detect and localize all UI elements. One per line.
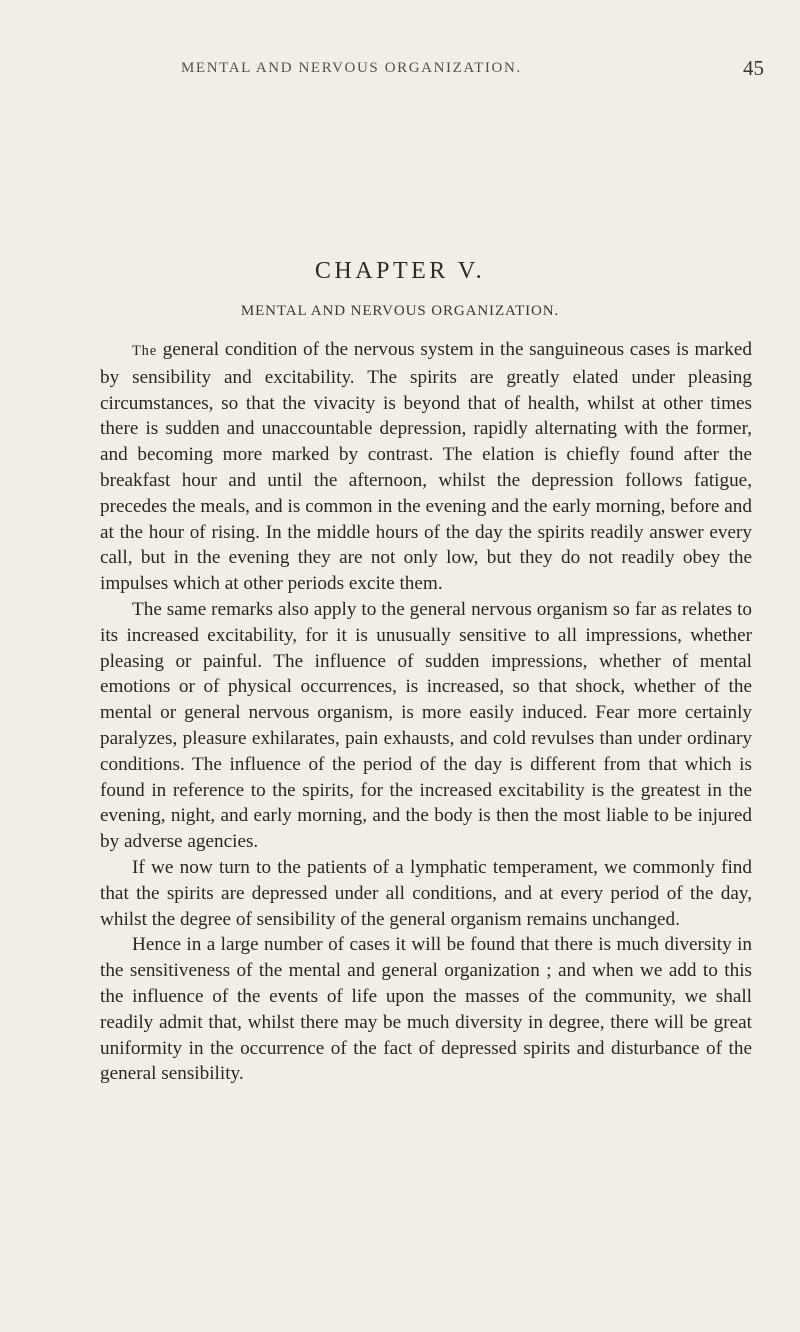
paragraph-4: Hence in a large number of cases it will be found that there is much diversity in the sensitiveness of the mental and general organization ; and when we add to this the influence of the events of life upon the masses of the community, we shall readily admit that, whilst there may be much diversity in degree, there will be great uniformity in the occurrence of the fact of depressed spirits and disturbance of the general sensibility. [100,934,752,1085]
chapter-body [100,337,752,1087]
page-number: 45 [743,56,764,80]
chapter-subtitle: MENTAL AND NERVOUS ORGANIZATION. [240,303,560,319]
paragraph-1-text: general condition of the nervous system in the sanguineous cases is marked by sensibility and excitability. The spirits are greatly elated under pleasing circumstances, so that the vivacity is beyond that of health, whilst at other times there is sudden and unaccountable depression, rapidly alternating with the former, and becoming more marked by contrast. The elation is chiefly found after the breakfast hour and until the afternoon, whilst the depression follows fatigue, precedes the meals, and is common in the evening and the early morning, before and at the hour of rising. In the middle hours of the day the spirits readily answer every call, but in the evening they are not only low, but they do not readily obey the impulses which at other periods excite them. [100,339,752,595]
paragraph-1 [100,337,752,597]
paragraph-1-lead-word: The [132,343,157,359]
paragraph-2: The same remarks also apply to the general nervous organism so far as relates to its increased excitability, for it is unusually sensitive to all impressions, whether pleasing or painful. The influence of sudden impressions, whether of mental emotions or of physical occurrences, is increased, so that shock, whether of the mental or general nervous organism, is more easily induced. Fear more certainly paralyzes, pleasure exhilarates, pain exhausts, and cold revulses than under ordinary conditions. The influence of the period of the day is different from that which is found in reference to the spirits, for the increased excitability is the greatest in the evening, night, and early morning, and the body is then the most liable to be injured by adverse agencies. [100,598,752,853]
running-head: MENTAL AND NERVOUS ORGANIZATION. [181,60,522,76]
chapter-title: CHAPTER V. [314,258,486,284]
paragraph-3: If we now turn to the patients of a lymphatic temperament, we commonly find that the spirits are depressed under all conditions, and at every period of the day, whilst the degree of sensibility of the general organism remains unchanged. [100,856,752,930]
